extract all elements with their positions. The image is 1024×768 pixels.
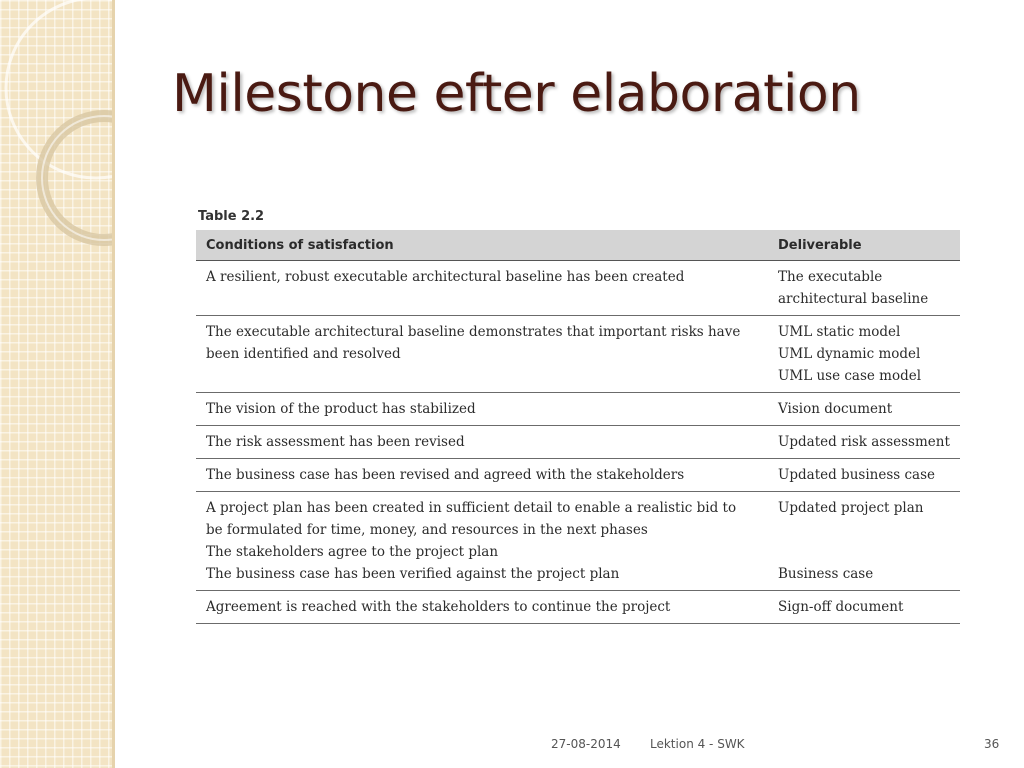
deliverable-text: UML use case model — [778, 368, 922, 384]
deliverable-text: Business case — [778, 566, 874, 582]
condition-text: The stakeholders agree to the project plan — [206, 544, 499, 560]
deliverable-cell — [768, 393, 960, 425]
deliverable-cell — [768, 316, 960, 392]
deliverable-cell — [768, 426, 960, 458]
condition-text: Agreement is reached with the stakeholders to continue the project — [206, 599, 671, 615]
decorative-side-panel — [0, 0, 112, 768]
deliverable-text: architectural baseline — [778, 291, 929, 307]
table-header-row — [196, 230, 960, 261]
table-row — [196, 492, 960, 591]
deliverable-text: Updated risk assessment — [778, 434, 950, 450]
deliverable-text — [778, 541, 960, 563]
conditions-cell — [196, 591, 768, 623]
deliverable-text: Updated project plan — [778, 500, 924, 516]
condition-text: A project plan has been created in sufficient detail to enable a realistic bid to — [206, 500, 737, 516]
conditions-cell — [196, 492, 768, 590]
condition-text: The business case has been revised and agreed with the stakeholders — [206, 467, 685, 483]
condition-text: The business case has been verified against the project plan — [206, 566, 620, 582]
deliverable-text — [778, 519, 960, 541]
table-row — [196, 393, 960, 426]
decorative-circles — [0, 0, 112, 768]
deliverable-text: UML static model — [778, 324, 901, 340]
deliverable-cell — [768, 459, 960, 491]
table-row — [196, 261, 960, 316]
header-deliverable: Deliverable — [778, 237, 862, 253]
table-caption: Table 2.2 — [198, 209, 265, 224]
deliverable-cell — [768, 591, 960, 623]
slide-title: Milestone efter elaboration — [172, 64, 861, 124]
deliverable-text: Updated business case — [778, 467, 935, 483]
table-row — [196, 426, 960, 459]
condition-text: A resilient, robust executable architectural baseline has been created — [206, 269, 685, 285]
table-row — [196, 459, 960, 492]
conditions-cell — [196, 393, 768, 425]
deliverable-text: Sign-off document — [778, 599, 904, 615]
table-row — [196, 591, 960, 624]
milestone-table — [196, 204, 960, 624]
footer-date: 27-08-2014 — [551, 737, 621, 751]
condition-text: The executable architectural baseline demonstrates that important risks have — [206, 324, 741, 340]
deliverable-text: UML dynamic model — [778, 346, 921, 362]
table-row — [196, 316, 960, 393]
condition-text: The risk assessment has been revised — [206, 434, 465, 450]
conditions-cell — [196, 426, 768, 458]
footer-lecture: Lektion 4 - SWK — [650, 737, 745, 751]
condition-text: The vision of the product has stabilized — [206, 401, 476, 417]
deliverable-text: Vision document — [778, 401, 893, 417]
conditions-cell — [196, 316, 768, 392]
side-panel-edge — [112, 0, 115, 768]
deliverable-cell — [768, 261, 960, 315]
conditions-cell — [196, 459, 768, 491]
condition-text: been identified and resolved — [206, 346, 401, 362]
footer-page-number: 36 — [984, 737, 1000, 751]
table-body — [196, 261, 960, 624]
condition-text: be formulated for time, money, and resources in the next phases — [206, 522, 648, 538]
header-conditions: Conditions of satisfaction — [206, 237, 394, 253]
deliverable-text: The executable — [778, 269, 883, 285]
conditions-cell — [196, 261, 768, 315]
deliverable-cell — [768, 492, 960, 590]
